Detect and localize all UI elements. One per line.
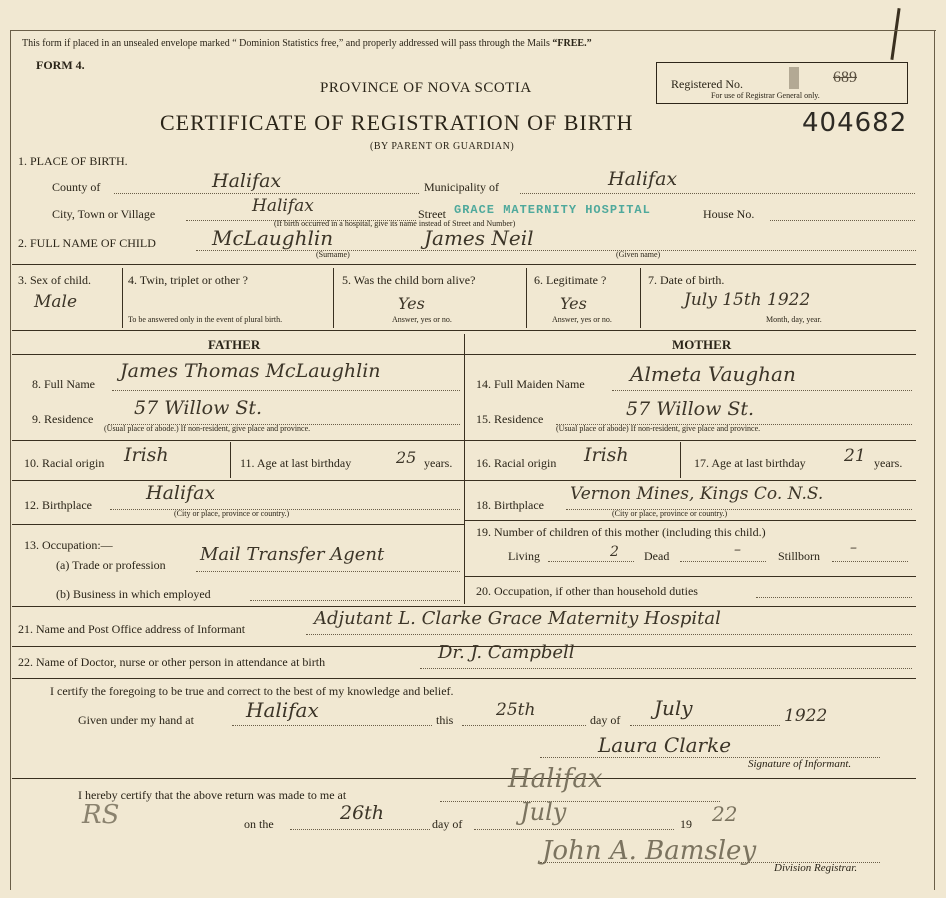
place-of-birth-heading: 1. PLACE OF BIRTH. bbox=[18, 154, 128, 168]
hospital-note: (If birth occurred in a hospital, give its name instead of Street and Number) bbox=[274, 219, 516, 228]
registrar-only-note: For use of Registrar General only. bbox=[711, 91, 820, 100]
twin-label: 4. Twin, triplet or other ? bbox=[128, 273, 248, 287]
legitimate-label: 6. Legitimate ? bbox=[534, 273, 607, 287]
date-of-birth-label: 7. Date of birth. bbox=[648, 273, 725, 287]
given-place-line bbox=[232, 725, 432, 726]
registrar-signature-caption: Division Registrar. bbox=[774, 862, 858, 874]
born-alive-note: Answer, yes or no. bbox=[392, 315, 452, 324]
mail-notice-text: This form if placed in an unsealed envelope marked “ Dominion Statistics free,” and properly addressed will pass through the Mails bbox=[22, 38, 550, 49]
rule-parents-header bbox=[12, 354, 916, 355]
cert-month-line bbox=[630, 725, 780, 726]
cert-month-value: July bbox=[654, 696, 693, 720]
mother-age-value: 21 bbox=[844, 446, 866, 466]
city-label: City, Town or Village bbox=[52, 207, 156, 221]
street-stamp-value: GRACE MATERNITY HOSPITAL bbox=[454, 203, 651, 217]
page-right-edge bbox=[934, 30, 935, 890]
living-line bbox=[548, 561, 634, 562]
cert-day-of-label: day of bbox=[590, 713, 621, 727]
registered-stamp-mark bbox=[789, 67, 799, 89]
father-age-value: 25 bbox=[396, 448, 417, 467]
father-birthplace-note: (City or place, province or country.) bbox=[174, 509, 290, 518]
surname-caption: (Surname) bbox=[316, 250, 350, 259]
county-value: Halifax bbox=[212, 170, 282, 192]
divider-2 bbox=[333, 268, 334, 328]
house-number-label: House No. bbox=[703, 207, 755, 221]
registered-label: Registered No. bbox=[671, 77, 743, 91]
child-given-name-value: James Neil bbox=[424, 226, 534, 250]
informant-line bbox=[306, 634, 912, 635]
registrar-year-prefix: 19 bbox=[680, 817, 692, 831]
rule-registrar-top bbox=[12, 778, 916, 779]
mother-racial-label: 16. Racial origin bbox=[476, 456, 557, 470]
registrar-place-value: Halifax bbox=[508, 764, 603, 794]
given-under-hand-label: Given under my hand at bbox=[78, 713, 194, 727]
dead-label: Dead bbox=[644, 549, 670, 563]
father-racial-label: 10. Racial origin bbox=[24, 456, 105, 470]
page-top-edge bbox=[10, 30, 936, 31]
margin-pen-stroke bbox=[890, 8, 900, 60]
father-name-label: 8. Full Name bbox=[32, 377, 95, 391]
legitimate-value: Yes bbox=[560, 294, 587, 313]
registrar-month-line bbox=[474, 829, 674, 830]
divider-3 bbox=[526, 268, 527, 328]
legitimate-note: Answer, yes or no. bbox=[552, 315, 612, 324]
child-name-label: 2. FULL NAME OF CHILD bbox=[18, 236, 156, 250]
born-alive-label: 5. Was the child born alive? bbox=[342, 273, 476, 287]
informant-value: Adjutant L. Clarke Grace Maternity Hospital bbox=[314, 608, 721, 629]
page-left-edge bbox=[10, 30, 11, 890]
county-label: County of bbox=[52, 180, 101, 194]
informant-signature-caption: Signature of Informant. bbox=[748, 758, 852, 770]
stillborn-label: Stillborn bbox=[778, 549, 821, 563]
father-residence-value: 57 Willow St. bbox=[134, 397, 263, 419]
father-residence-label: 9. Residence bbox=[32, 412, 94, 426]
rule-top-details bbox=[12, 264, 916, 265]
children-count-label: 19. Number of children of this mother (including this child.) bbox=[476, 525, 766, 539]
province-heading: PROVINCE OF NOVA SCOTIA bbox=[320, 80, 532, 96]
divider-4 bbox=[640, 268, 641, 328]
rule-mother-children-top bbox=[464, 520, 916, 521]
registrar-day-line bbox=[290, 829, 430, 830]
municipality-value: Halifax bbox=[608, 168, 678, 190]
rule-father-birthplace-top bbox=[12, 480, 464, 481]
father-age-label: 11. Age at last birthday bbox=[240, 456, 352, 470]
doctor-line bbox=[420, 668, 912, 669]
handwritten-registration-number: 404682 bbox=[802, 108, 908, 138]
living-value: 2 bbox=[610, 544, 619, 560]
stillborn-line bbox=[832, 561, 908, 562]
certificate-title: CERTIFICATE OF REGISTRATION OF BIRTH bbox=[160, 110, 634, 135]
given-place-value: Halifax bbox=[246, 698, 319, 722]
registrar-place-line bbox=[440, 801, 720, 802]
registrar-on-the-label: on the bbox=[244, 817, 274, 831]
mother-occupation-line bbox=[756, 597, 912, 598]
father-birthplace-label: 12. Birthplace bbox=[24, 498, 92, 512]
father-trade-value: Mail Transfer Agent bbox=[200, 544, 385, 565]
father-residence-note: (Usual place of abode.) If non-resident, give place and province. bbox=[104, 424, 311, 433]
living-label: Living bbox=[508, 549, 540, 563]
mother-birthplace-value: Vernon Mines, Kings Co. N.S. bbox=[570, 484, 824, 504]
father-racial-divider bbox=[230, 442, 231, 478]
father-age-unit: years. bbox=[424, 456, 453, 470]
rule-father-occupation-top bbox=[12, 524, 464, 525]
mother-age-label: 17. Age at last birthday bbox=[694, 456, 806, 470]
mother-name-value: Almeta Vaughan bbox=[630, 362, 796, 386]
mother-age-unit: years. bbox=[874, 456, 903, 470]
mother-occupation-label: 20. Occupation, if other than household duties bbox=[476, 584, 698, 598]
twin-note: To be answered only in the event of plural birth. bbox=[128, 315, 283, 324]
rule-parents-bottom bbox=[12, 606, 916, 607]
father-occupation-label: 13. Occupation:— bbox=[24, 538, 113, 552]
rule-mother-occupation-top bbox=[464, 576, 916, 577]
mail-notice-free: “FREE.” bbox=[552, 38, 592, 49]
county-line bbox=[114, 193, 419, 194]
date-of-birth-note: Month, day, year. bbox=[766, 315, 822, 324]
doctor-label: 22. Name of Doctor, nurse or other person in attendance at birth bbox=[18, 655, 326, 669]
sex-value: Male bbox=[34, 292, 78, 312]
municipality-label: Municipality of bbox=[424, 180, 499, 194]
rule-mother-racial-top bbox=[464, 440, 916, 441]
father-racial-value: Irish bbox=[124, 444, 169, 466]
form-number: FORM 4. bbox=[36, 58, 85, 72]
street-label: Street bbox=[418, 207, 446, 221]
this-label: this bbox=[436, 713, 454, 727]
sex-label: 3. Sex of child. bbox=[18, 273, 91, 287]
mother-residence-value: 57 Willow St. bbox=[626, 398, 755, 420]
margin-pencil-mark: RS bbox=[82, 800, 120, 830]
child-name-line bbox=[196, 250, 916, 251]
cert-day-value: 25th bbox=[496, 700, 536, 720]
registrar-statement: I hereby certify that the above return was made to me at bbox=[78, 788, 347, 802]
mother-heading: MOTHER bbox=[672, 337, 732, 352]
certification-statement: I certify the foregoing to be true and correct to the best of my knowledge and belief. bbox=[50, 684, 454, 698]
father-trade-line bbox=[196, 571, 460, 572]
rule-bottom-details bbox=[12, 330, 916, 331]
mother-racial-divider bbox=[680, 442, 681, 478]
informant-signature: Laura Clarke bbox=[598, 733, 732, 757]
doctor-value: Dr. J. Campbell bbox=[438, 642, 575, 663]
given-name-caption: (Given name) bbox=[616, 250, 661, 259]
stillborn-value: – bbox=[850, 540, 857, 556]
cert-day-line bbox=[462, 725, 586, 726]
mother-birthplace-label: 18. Birthplace bbox=[476, 498, 544, 512]
mother-racial-value: Irish bbox=[584, 444, 629, 466]
dead-line bbox=[680, 561, 766, 562]
divider-1 bbox=[122, 268, 123, 328]
city-value: Halifax bbox=[252, 196, 314, 216]
mail-notice bbox=[22, 38, 592, 49]
registered-number-box bbox=[656, 62, 908, 104]
cert-year-value: 1922 bbox=[784, 706, 828, 726]
father-birthplace-value: Halifax bbox=[146, 482, 216, 504]
mother-birthplace-note: (City or place, province or country.) bbox=[612, 509, 728, 518]
date-of-birth-value: July 15th 1922 bbox=[684, 290, 811, 310]
father-name-line bbox=[112, 390, 460, 391]
registrar-signature: John A. Bamsley bbox=[542, 836, 757, 866]
father-name-value: James Thomas McLaughlin bbox=[120, 360, 381, 382]
registrar-month-value: July bbox=[520, 798, 567, 826]
rule-mother-birthplace-top bbox=[464, 480, 916, 481]
house-number-line bbox=[770, 220, 915, 221]
rule-father-racial-top bbox=[12, 440, 464, 441]
born-alive-value: Yes bbox=[398, 294, 425, 313]
rule-doctor-bottom bbox=[12, 678, 916, 679]
certificate-subtitle: (BY PARENT OR GUARDIAN) bbox=[370, 141, 515, 152]
registered-struck-number: 689 bbox=[833, 69, 857, 86]
father-heading: FATHER bbox=[208, 337, 261, 352]
registrar-year-value: 22 bbox=[712, 802, 738, 826]
dead-value: – bbox=[734, 542, 741, 558]
mother-residence-label: 15. Residence bbox=[476, 412, 544, 426]
mother-name-line bbox=[612, 390, 912, 391]
father-business-label: (b) Business in which employed bbox=[56, 587, 211, 601]
child-surname-value: McLaughlin bbox=[212, 226, 334, 250]
mother-name-label: 14. Full Maiden Name bbox=[476, 377, 585, 391]
father-trade-label: (a) Trade or profession bbox=[56, 558, 166, 572]
municipality-line bbox=[520, 193, 915, 194]
parents-center-divider bbox=[464, 334, 465, 604]
mother-residence-note: (Usual place of abode) If non-resident, give place and province. bbox=[556, 424, 761, 433]
father-business-line bbox=[250, 600, 460, 601]
registrar-day-value: 26th bbox=[340, 802, 385, 824]
informant-label: 21. Name and Post Office address of Informant bbox=[18, 622, 246, 636]
registrar-day-of-label: day of bbox=[432, 817, 463, 831]
